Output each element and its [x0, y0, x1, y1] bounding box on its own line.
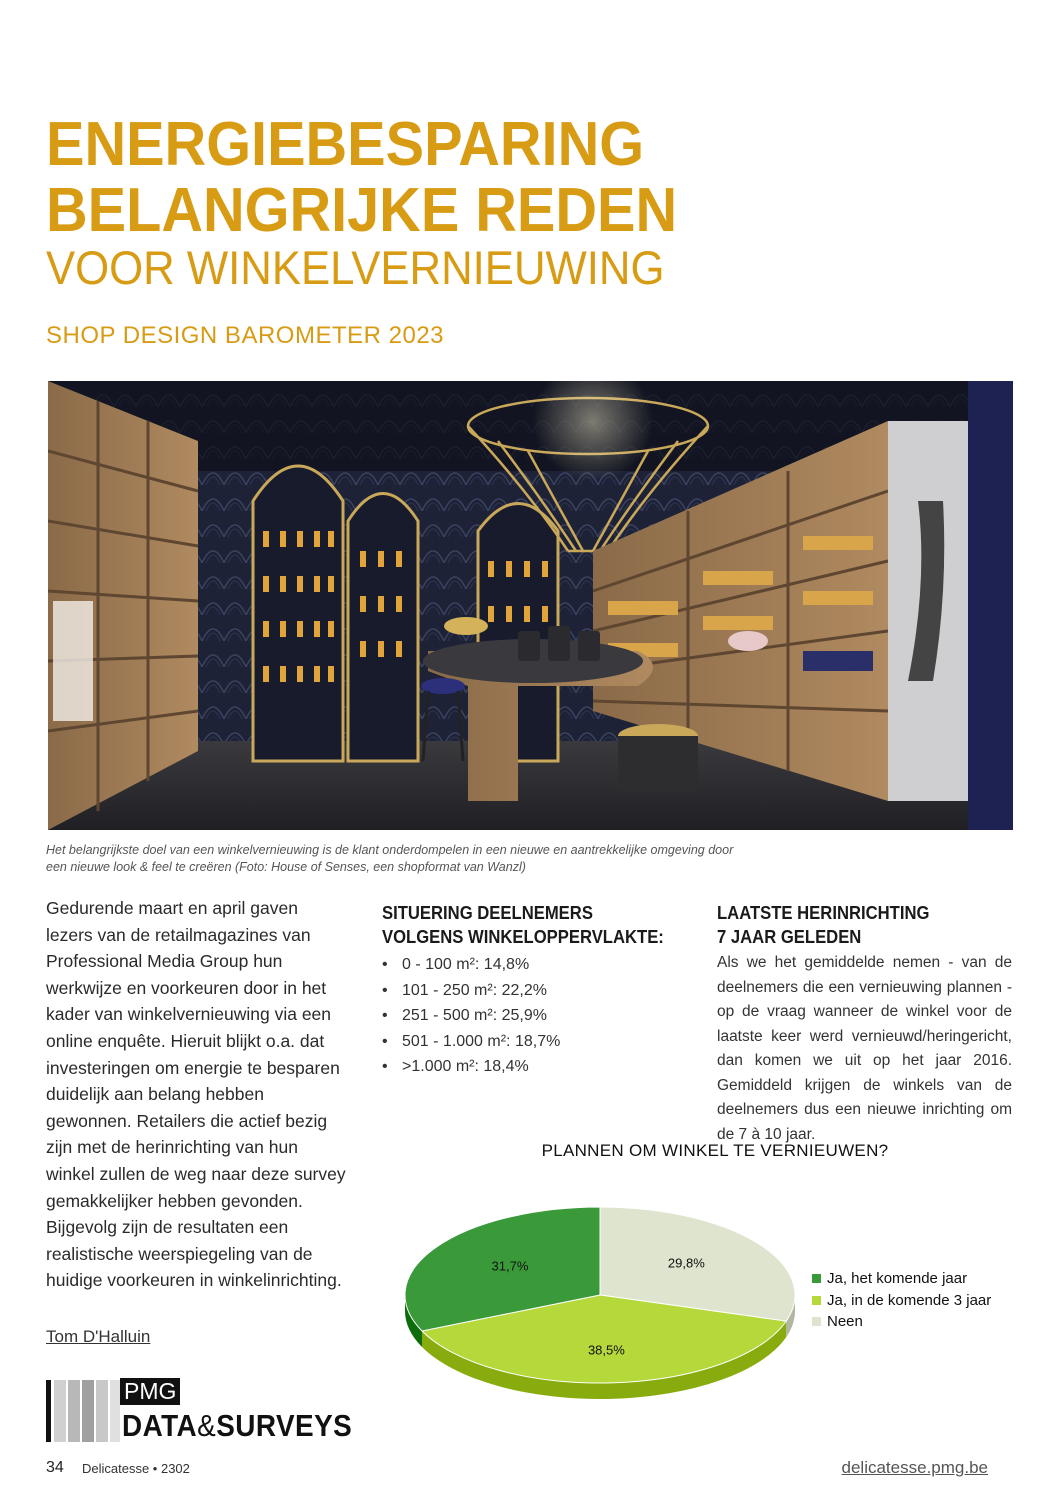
list-item: • 101 - 250 m²: 22,2% [382, 978, 702, 1004]
shop-interior-illustration [48, 381, 1013, 830]
list-item: • 501 - 1.000 m²: 18,7% [382, 1029, 702, 1055]
magazine-issue: Delicatesse • 2302 [82, 1461, 190, 1476]
herinrichting-heading-line-1: LAATSTE HERINRICHTING [717, 902, 930, 923]
legend-item: Neen [812, 1311, 991, 1333]
situering-heading-line-1: SITUERING DEELNEMERS [382, 902, 593, 923]
headline-line-1: ENERGIEBESPARING [46, 110, 645, 179]
website-link[interactable]: delicatesse.pmg.be [841, 1458, 988, 1477]
list-item: • 251 - 500 m²: 25,9% [382, 1003, 702, 1029]
legend-swatch [812, 1274, 821, 1283]
list-item: • 0 - 100 m²: 14,8% [382, 952, 702, 978]
shop-interior-photo [48, 381, 1013, 830]
headline-line-2: BELANGRIJKE REDEN [46, 176, 678, 245]
pie-data-label: 31,7% [491, 1258, 529, 1274]
legend-item: Ja, het komende jaar [812, 1268, 991, 1290]
situering-heading-line-2: VOLGENS WINKELOPPERVLAKTE: [382, 926, 664, 947]
legend-item: Ja, in de komende 3 jaar [812, 1290, 991, 1312]
pie-data-label: 29,8% [667, 1255, 705, 1271]
legend-swatch [812, 1296, 821, 1305]
subtitle: SHOP DESIGN BAROMETER 2023 [46, 322, 445, 349]
surface-list [382, 952, 702, 1080]
photo-caption: Het belangrijkste doel van een winkelvernieuwing is de klant onderdompelen in een nieuwe en aantrekkelijke omgeving door een nieuwe look & feel te creëren (Foto: House of Senses, een shopformat van Wanzl) [46, 843, 734, 874]
pie-chart [395, 1195, 805, 1410]
page-number: 34 [46, 1459, 64, 1476]
legend-swatch [812, 1317, 821, 1326]
headline-line-3: VOOR WINKELVERNIEUWING [46, 241, 665, 294]
herinrichting-paragraph: Als we het gemiddelde nemen - van de deelnemers die een vernieuwing plannen - op de vraag wanneer de winkel voor de laatste keer werd vernieuwd/heringericht, dan komen we uit op het jaar 2016. Gemiddeld krijgen de winkels van de deelnemers dus een nieuwe inrichting om de 7 à 10 jaar. [717, 954, 1012, 1143]
data-surveys-wordmark: DATA&SURVEYS [122, 1408, 353, 1443]
chart-legend [812, 1268, 991, 1333]
pmg-logo-text: PMG [120, 1378, 180, 1405]
pmg-bars-icon [46, 1376, 122, 1444]
intro-paragraph: Gedurende maart en april gaven lezers van de retailmagazines van Professional Media Group hun werkwijze en voorkeuren door in het kader van winkelvernieuwing via een online enquête. Hieruit blijkt o.a. dat investeringen om energie te besparen duidelijk aan belang hebben gewonnen. Retailers die actief bezig zijn met de herinrichting van hun winkel zullen de weg naar deze survey gemakkelijker hebben gevonden. Bijgevolg zijn de resultaten een realistische weerspiegeling van de huidige voorkeuren in winkelinrichting. [46, 898, 346, 1291]
pie-data-label: 38,5% [587, 1342, 625, 1358]
herinrichting-heading-line-2: 7 JAAR GELEDEN [717, 926, 862, 947]
chart-title: PLANNEN OM WINKEL TE VERNIEUWEN? [541, 1141, 889, 1160]
list-item: • >1.000 m²: 18,4% [382, 1054, 702, 1080]
author-link[interactable]: Tom D'Halluin [46, 1327, 151, 1346]
